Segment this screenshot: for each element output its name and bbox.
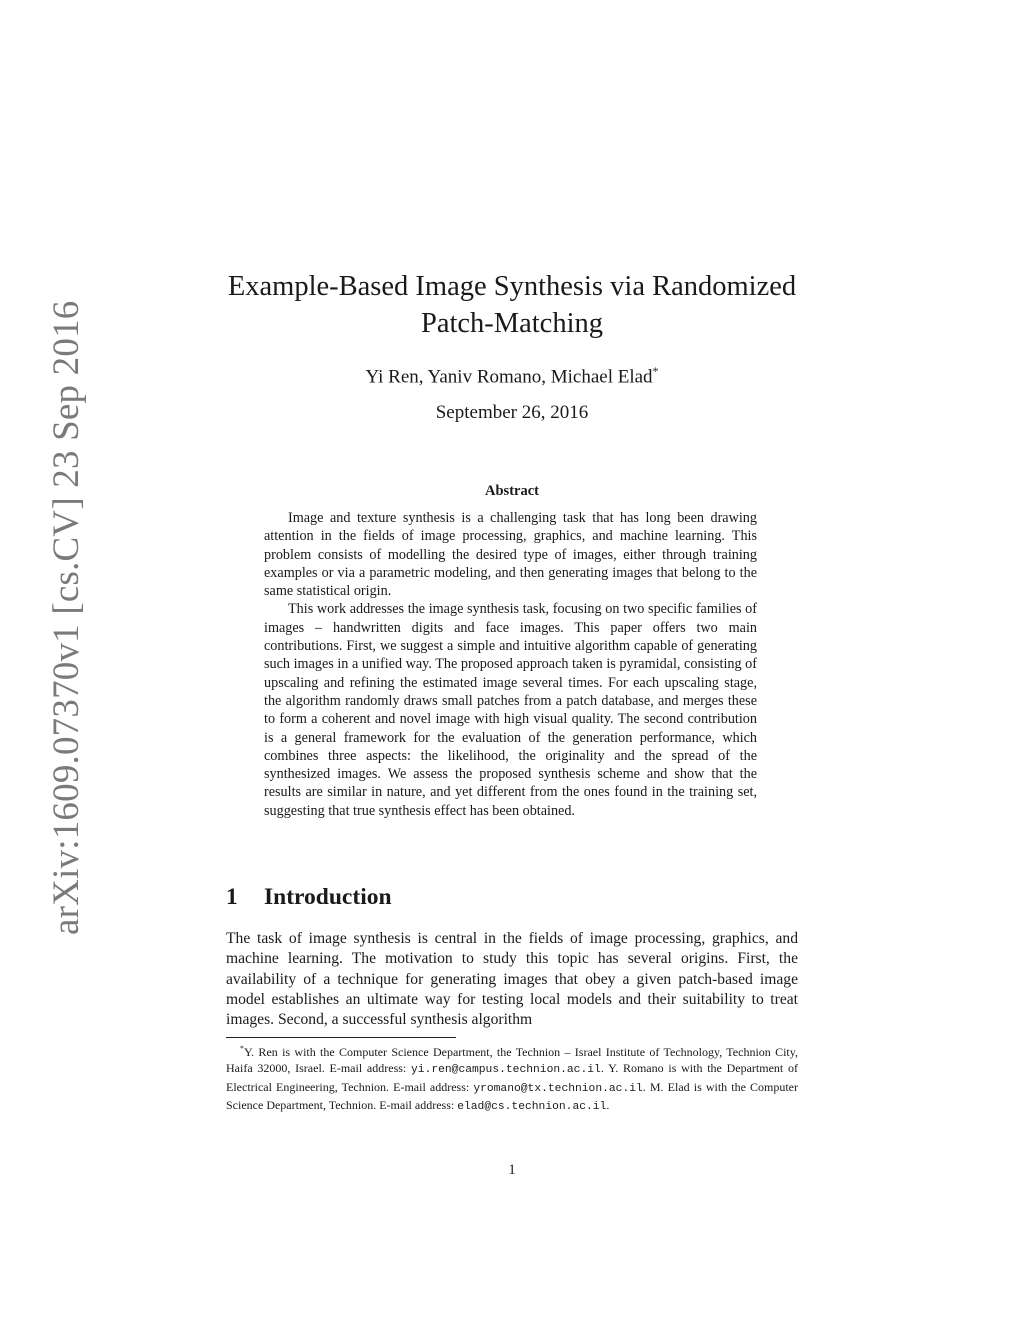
email-romano: yromano@tx.technion.ac.il (473, 1082, 643, 1095)
title-line-1: Example-Based Image Synthesis via Randomized (227, 271, 797, 302)
footnote-divider (226, 1037, 456, 1038)
publication-date: September 26, 2016 (435, 402, 589, 423)
paper-title (200, 268, 824, 342)
section-number: 1 (226, 884, 238, 910)
section-title: Introduction (264, 884, 392, 910)
footnote-text-2: . Y. Romano is with the Department of Electrical Engineering, Technion. E-mail address: (226, 1061, 798, 1094)
footnote-text-3: . M. Elad is with the Computer Science Department, Technion. E-mail address: (226, 1079, 798, 1112)
footnote-mark: * (240, 1044, 244, 1053)
author-footnote (226, 1041, 798, 1115)
introduction-paragraph: The task of image synthesis is central in the fields of image processing, graphics, and machine learning. The motivation to study this topic has several origins. First, the availability of a technique for generating images that obey a given patch-based image model establishes an ultimate way for testing local models and their suitability to treat images. Second, a successful synthesis algorithm (226, 930, 798, 1029)
author-list (200, 364, 824, 388)
arxiv-identifier-stamp: arXiv:1609.07370v1 [cs.CV] 23 Sep 2016 (46, 300, 87, 935)
abstract-paragraph-1: Image and texture synthesis is a challenging task that has long been drawing attention in the fields of image processing, graphics, and machine learning. This problem consists of modelling the desired type of images, either through training examples or via a parametric modeling, and then generating images that belong to the same statistical origin. (264, 510, 757, 600)
abstract-paragraph-2: This work addresses the image synthesis task, focusing on two specific families of images – handwritten digits and face images. This paper offers two main contributions. First, we suggest a simple and intuitive algorithm capable of generating such images in a unified way. The proposed approach taken is pyramidal, consisting of upscaling and refining the estimated image several times. For each upscaling stage, the algorithm randomly draws small patches from a patch database, and merges these to form a coherent and novel image with high visual quality. The second contribution is a general framework for the evaluation of the generation performance, which combines three aspects: the likelihood, the originality and the spread of the synthesized images. We assess the proposed synthesis scheme and show that the results are similar in nature, and yet different from the ones found in the training set, suggesting that true synthesis effect has been obtained. (264, 601, 757, 819)
section-heading-introduction (226, 884, 806, 911)
author-names: Yi Ren, Yaniv Romano, Michael Elad (365, 366, 653, 388)
author-footnote-mark: * (652, 364, 659, 378)
email-ren: yi.ren@campus.technion.ac.il (410, 1064, 601, 1077)
title-line-2: Patch-Matching (420, 308, 604, 339)
footnote-text-4: . (606, 1097, 610, 1112)
page-number: 1 (508, 1162, 516, 1178)
abstract-heading: Abstract (485, 483, 539, 499)
email-elad: elad@cs.technion.ac.il (457, 1100, 607, 1113)
footnote-text-1: Y. Ren is with the Computer Science Department, the Technion – Israel Institute of Technology, Technion City, Haifa 32000, Israel. E-mail address: (226, 1045, 798, 1076)
abstract-body (264, 509, 757, 820)
